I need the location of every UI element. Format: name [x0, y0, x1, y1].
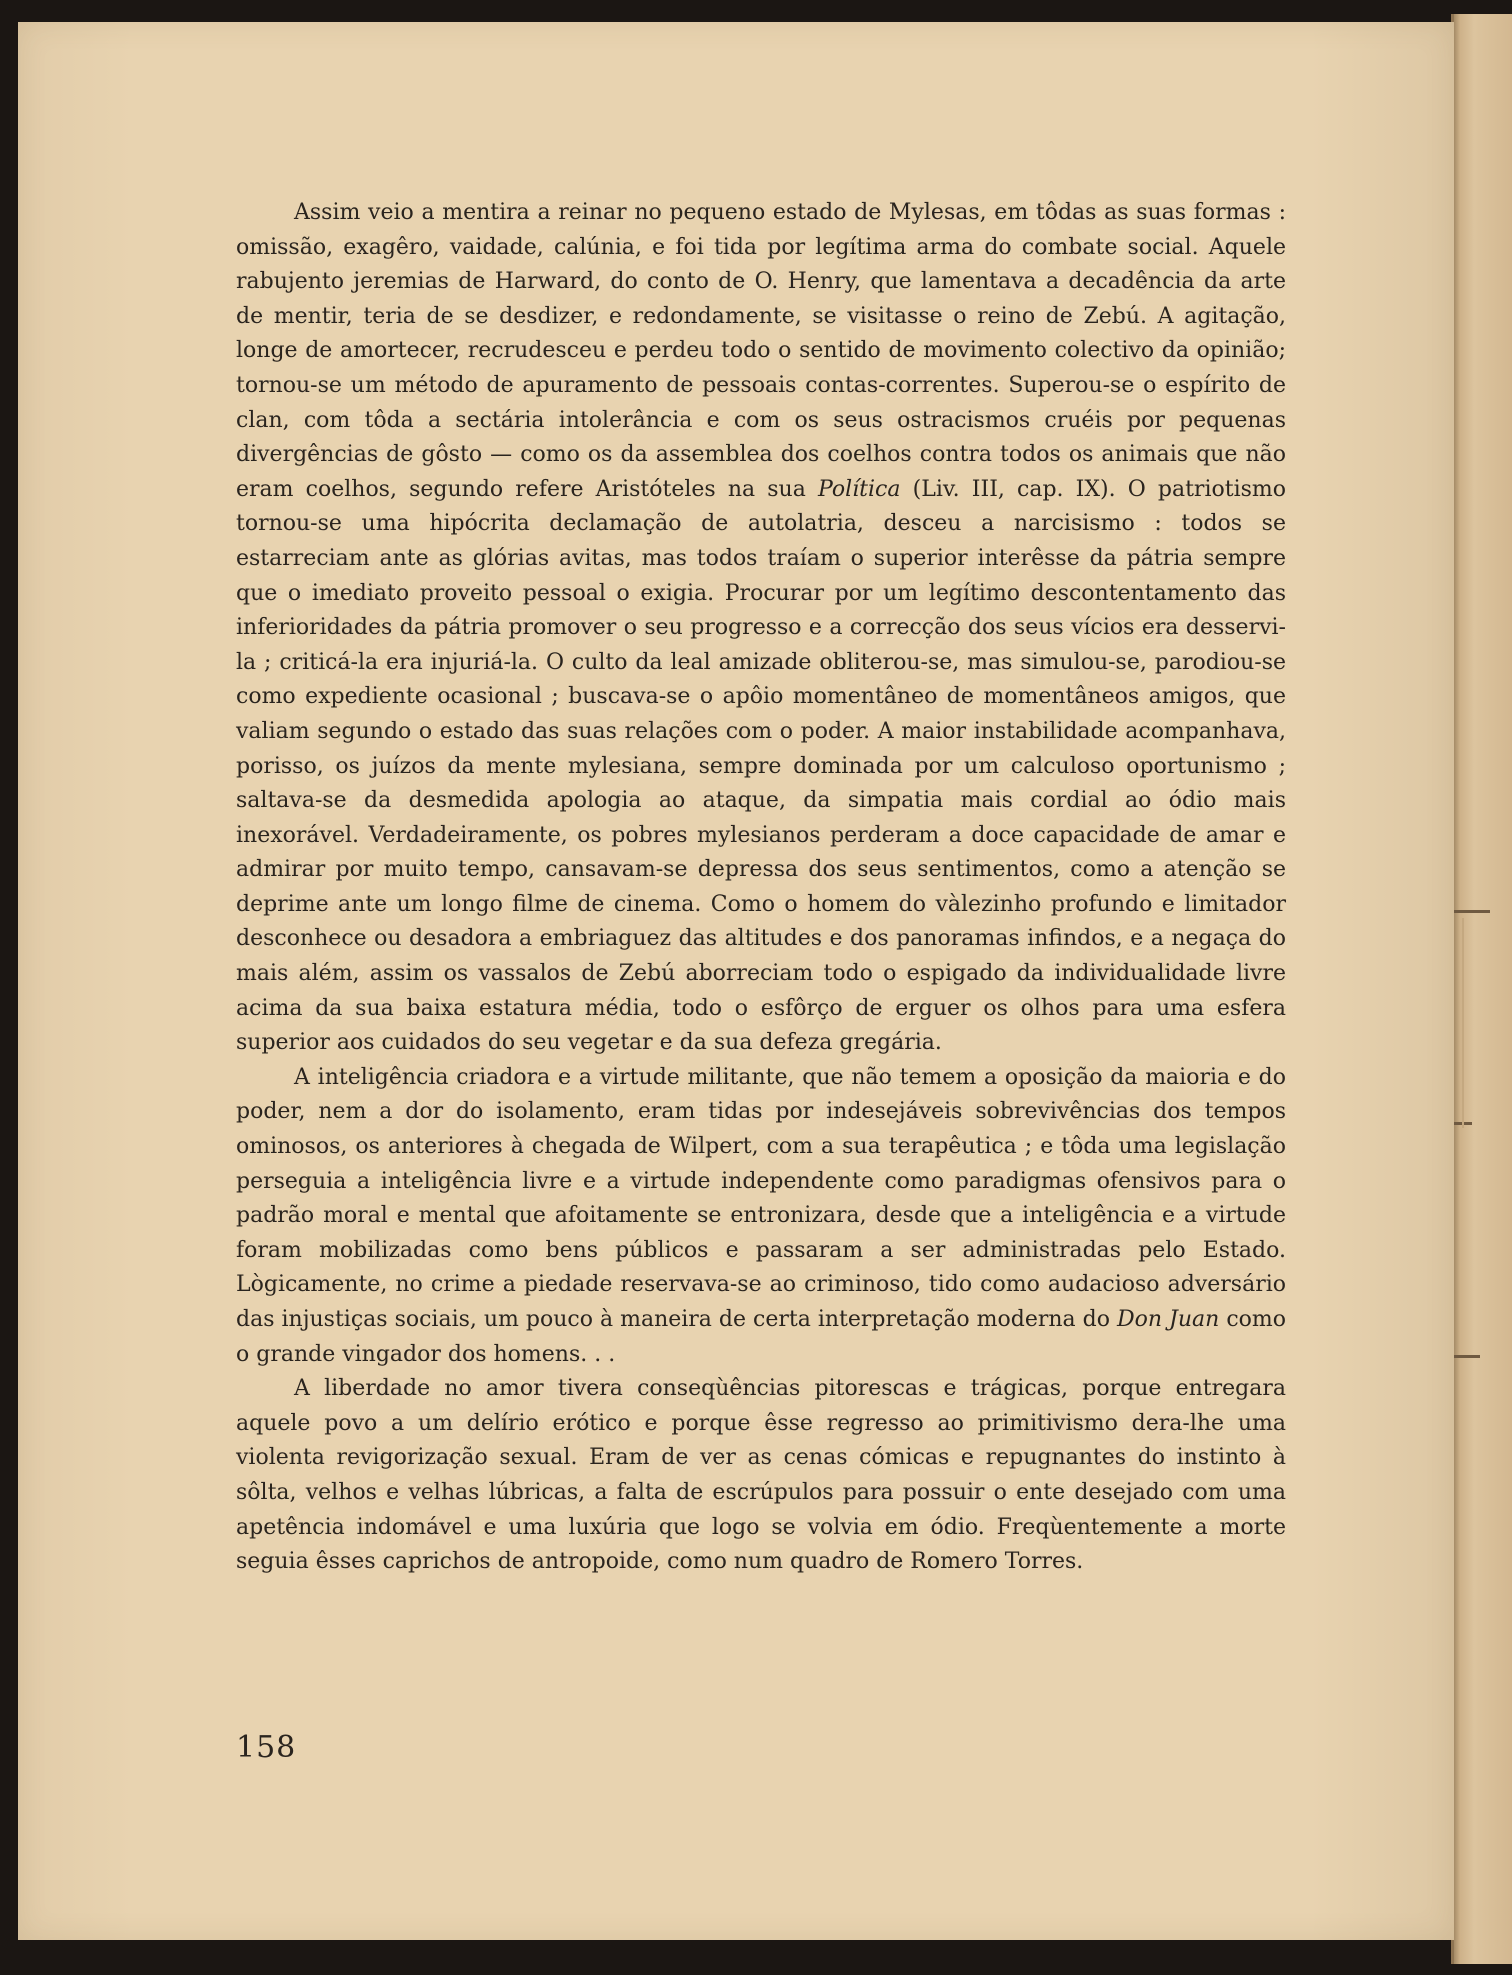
paragraph: A liberdade no amor tivera conseqùências pitorescas e trágicas, porque entregara aquele povo a um delírio erótico e porque êsse regresso ao primitivismo dera-lhe uma violenta revigorização sexual. Eram de ver as cenas cómicas e repugnantes do instinto à sôlta, velhos e velhas lúbricas, a falta de escrúpulos para possuir o ente desejado com uma apetência indomável e uma luxúria que logo se volvia em ódio. Freqùentemente a morte seguia êsses caprichos de antropoide, como num quadro de Romero Torres.: [236, 1376, 1286, 1575]
paragraph: A inteligência criadora e a virtude militante, que não temem a oposição da maioria e do poder, nem a dor do isolamento, eram tidas por indesejáveis sobrevivências dos tempos ominosos, os anteriores à chegada de Wilpert, com a sua terapêutica ; e tôda uma legislação perseguia a inteligência livre e a virtude independente como paradigmas ofensivos para o padrão moral e mental que afoitamente se entronizara, desde que a inteligência e a virtude foram mobilizadas como bens públicos e passaram a ser administradas pelo Estado. Lògicamente, no crime a piedade reservava-se ao criminoso, tido como audacioso adversário das injustiças sociais, um pouco à maneira de certa interpretação moderna do Don Juan como o grande vingador dos homens. . .: [236, 1064, 1286, 1367]
body-text: [236, 196, 1286, 1580]
margin-mark: [1450, 910, 1490, 913]
page-number: 158: [236, 1730, 297, 1765]
margin-mark: [1450, 1355, 1480, 1358]
book-title-politica: Política: [817, 476, 901, 502]
work-title-don-juan: Don Juan: [1117, 1307, 1220, 1332]
paragraph: Assim veio a mentira a reinar no pequeno estado de Mylesas, em tôdas as suas formas : omissão, exagêro, vaidade, calúnia, e foi tida por legítima arma do combate social. Aquele rabujento jeremias de Harward, do conto de O. Henry, que lamentava a decadência da arte de mentir, teria de se desdizer, e redondamente, se visitasse o reino de Zebú. A agitação, longe de amortecer, recrudesceu e perdeu todo o sentido de movimento colectivo da opinião; tornou-se um método de apuramento de pessoais contas-correntes. Superou-se o espírito de clan, com tôda a sectária intolerância e com os seus ostracismos cruéis por pequenas divergências de gôsto — como os da assemblea dos coelhos contra todos os animais que não eram coelhos, segundo refere Aristóteles na sua Política (Liv. III, cap. IX). O patriotismo tornou-se uma hipócrita declamação de autolatria, desceu a narcisismo : todos se estarreciam ante as glórias avitas, mas todos traíam o superior interêsse da pátria sempre que o imediato proveito pessoal o exigia. Procurar por um legítimo descontentamento das inferioridades da pátria promover o seu progresso e a correcção dos seus vícios era desservi-la ; criticá-la era injuriá-la. O culto da leal amizade obliterou-se, mas simulou-se, parodiou-se como expediente ocasional ; buscava-se o apôio momentâneo de momentâneos amigos, que valiam segundo o estado das suas relações com o poder. A maior instabilidade acompanhava, porisso, os juízos da mente mylesiana, sempre dominada por um calculoso oportunismo ; saltava-se da desmedida apologia ao ataque, da simpatia mais cordial ao ódio mais inexorável. Verdadeiramente, os pobres mylesianos perderam a doce capacidade de amar e admirar por muito tempo, cansavam-se depressa dos seus sentimentos, como a atenção se deprime ante um longo filme de cinema. Como o homem do vàlezinho profundo e limitador desconhece ou desadora a embriaguez das altitudes e dos panoramas infindos, e a negaça do mais além, assim os vassalos de Zebú aborreciam todo o espigado da individualidade livre acima da sua baixa estatura média, todo o esfôrço de erguer os olhos para uma esfera superior aos cuidados do seu vegetar e da sua defeza gregária.: [236, 200, 1286, 1056]
margin-rule: [1462, 918, 1464, 1128]
